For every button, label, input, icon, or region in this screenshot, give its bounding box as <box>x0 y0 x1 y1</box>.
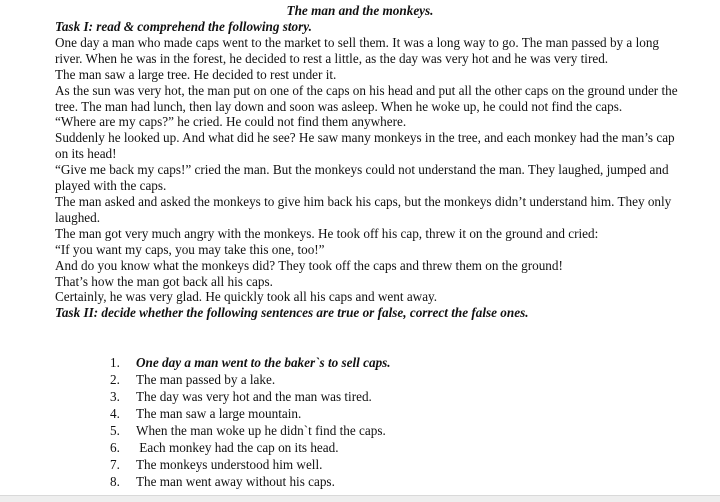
story-paragraph: “If you want my caps, you may take this one, too!” <box>55 241 325 257</box>
list-item <box>110 371 630 388</box>
story-section <box>55 19 680 321</box>
story-paragraph: And do you know what the monkeys did? They took off the caps and threw them on the ground! <box>55 257 563 273</box>
item-text: When the man woke up he didn`t find the caps. <box>136 423 386 438</box>
list-item <box>110 456 630 473</box>
story-paragraph: Suddenly he looked up. And what did he see? He saw many monkeys in the tree, and each monkey had the man’s cap on its head! <box>55 130 675 162</box>
story-paragraph: “Where are my caps?” he cried. He could not find them anywhere. <box>55 114 407 130</box>
story-paragraph: The man saw a large tree. He decided to rest under it. <box>55 66 337 82</box>
story-paragraph: One day a man who made caps went to the market to sell them. It was a long way to go. The man passed by a long river. When he was in the forest, he decided to rest a little, as the day was very hot and he was very tired. <box>55 34 660 66</box>
item-number: 4. <box>110 406 120 421</box>
story-paragraph: Certainly, he was very glad. He quickly took all his caps and went away. <box>55 289 438 305</box>
item-number: 6. <box>110 440 120 455</box>
list-item <box>110 405 630 422</box>
list-item <box>110 439 630 456</box>
item-text: Each monkey had the cap on its head. <box>136 440 339 455</box>
task-1-heading: Task I: read & comprehend the following story. <box>55 19 312 34</box>
item-text: One day a man went to the baker`s to sell caps. <box>136 355 391 370</box>
item-text: The man saw a large mountain. <box>136 406 302 421</box>
story-paragraph: That’s how the man got back all his caps. <box>55 273 273 289</box>
item-number: 5. <box>110 423 120 438</box>
window-bottom-edge <box>0 495 720 502</box>
story-paragraph: As the sun was very hot, the man put on one of the caps on his head and put all the other caps on the ground under the tree. The man had lunch, then lay down and soon was asleep. When he woke up, he could not find the caps. <box>55 82 678 114</box>
story-paragraph: The man asked and asked the monkeys to give him back his caps, but the monkeys didn’t understand him. They only laughed. <box>55 193 672 225</box>
item-number: 1. <box>110 355 120 370</box>
item-text: The man went away without his caps. <box>136 474 335 489</box>
true-false-list <box>110 354 630 490</box>
list-item <box>110 473 630 490</box>
list-item <box>110 388 630 405</box>
story-paragraph: The man got very much angry with the monkeys. He took off his cap, threw it on the ground and cried: <box>55 225 599 241</box>
item-text: The day was very hot and the man was tired. <box>136 389 372 404</box>
task-2-heading: Task II: decide whether the following sentences are true or false, correct the false ones. <box>55 305 529 321</box>
item-number: 8. <box>110 474 120 489</box>
item-number: 7. <box>110 457 120 472</box>
list-item <box>110 422 630 439</box>
item-text: The monkeys understood him well. <box>136 457 323 472</box>
story-paragraph: “Give me back my caps!” cried the man. But the monkeys could not understand the man. They laughed, jumped and played with the caps. <box>55 162 669 194</box>
list-item <box>110 354 630 371</box>
item-number: 2. <box>110 372 120 387</box>
item-number: 3. <box>110 389 120 404</box>
document-title: The man and the monkeys. <box>286 3 434 18</box>
item-text: The man passed by a lake. <box>136 372 276 387</box>
